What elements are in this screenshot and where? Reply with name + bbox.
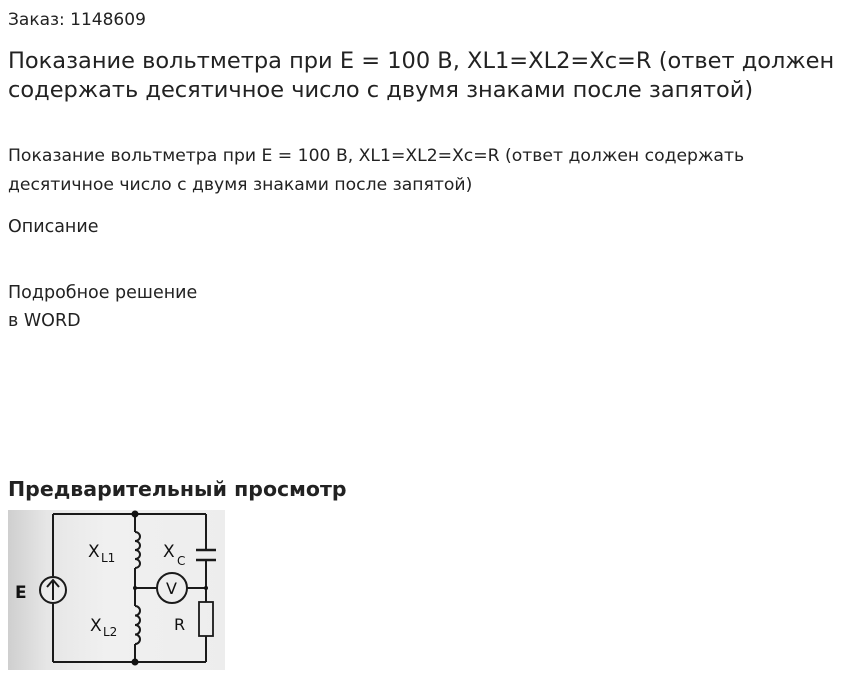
junction-top-icon: [132, 511, 139, 518]
description-section-label: Описание: [8, 217, 99, 237]
junction-bottom-icon: [132, 659, 139, 666]
solution-line-1: Подробное решение: [8, 283, 198, 303]
label-xl2-sub: L2: [103, 625, 118, 639]
problem-description: Показание вольтметра при E = 100 В, XL1=XL2=Xc=R (ответ должен содержать десятичное число с двумя знаками после запятой): [8, 146, 745, 195]
circuit-diagram: [8, 510, 225, 670]
inductor-l1-icon: [135, 532, 140, 568]
inductor-l2-icon: [135, 606, 140, 644]
label-xl1-sub: L1: [101, 551, 116, 565]
label-xl2: X: [90, 616, 102, 636]
label-xc-sub: C: [177, 554, 186, 568]
page-title: Показание вольтметра при E = 100 В, XL1=XL2=Xc=R (ответ должен содержать десятичное число с двумя знаками после запятой): [8, 48, 835, 103]
preview-heading: Предварительный просмотр: [8, 477, 347, 501]
solution-line-2: в WORD: [8, 311, 81, 331]
label-voltmeter: V: [166, 579, 177, 598]
label-source: E: [15, 583, 27, 603]
label-resistor: R: [174, 615, 186, 634]
label-xc: X: [163, 542, 175, 562]
preview-image: [8, 510, 225, 670]
solution-info: [8, 279, 197, 335]
junction-mid-left-icon: [133, 586, 137, 590]
resistor-icon: [199, 602, 213, 636]
label-xl1: X: [88, 542, 100, 562]
order-number: Заказ: 1148609: [8, 10, 146, 30]
junction-mid-right-icon: [204, 586, 208, 590]
